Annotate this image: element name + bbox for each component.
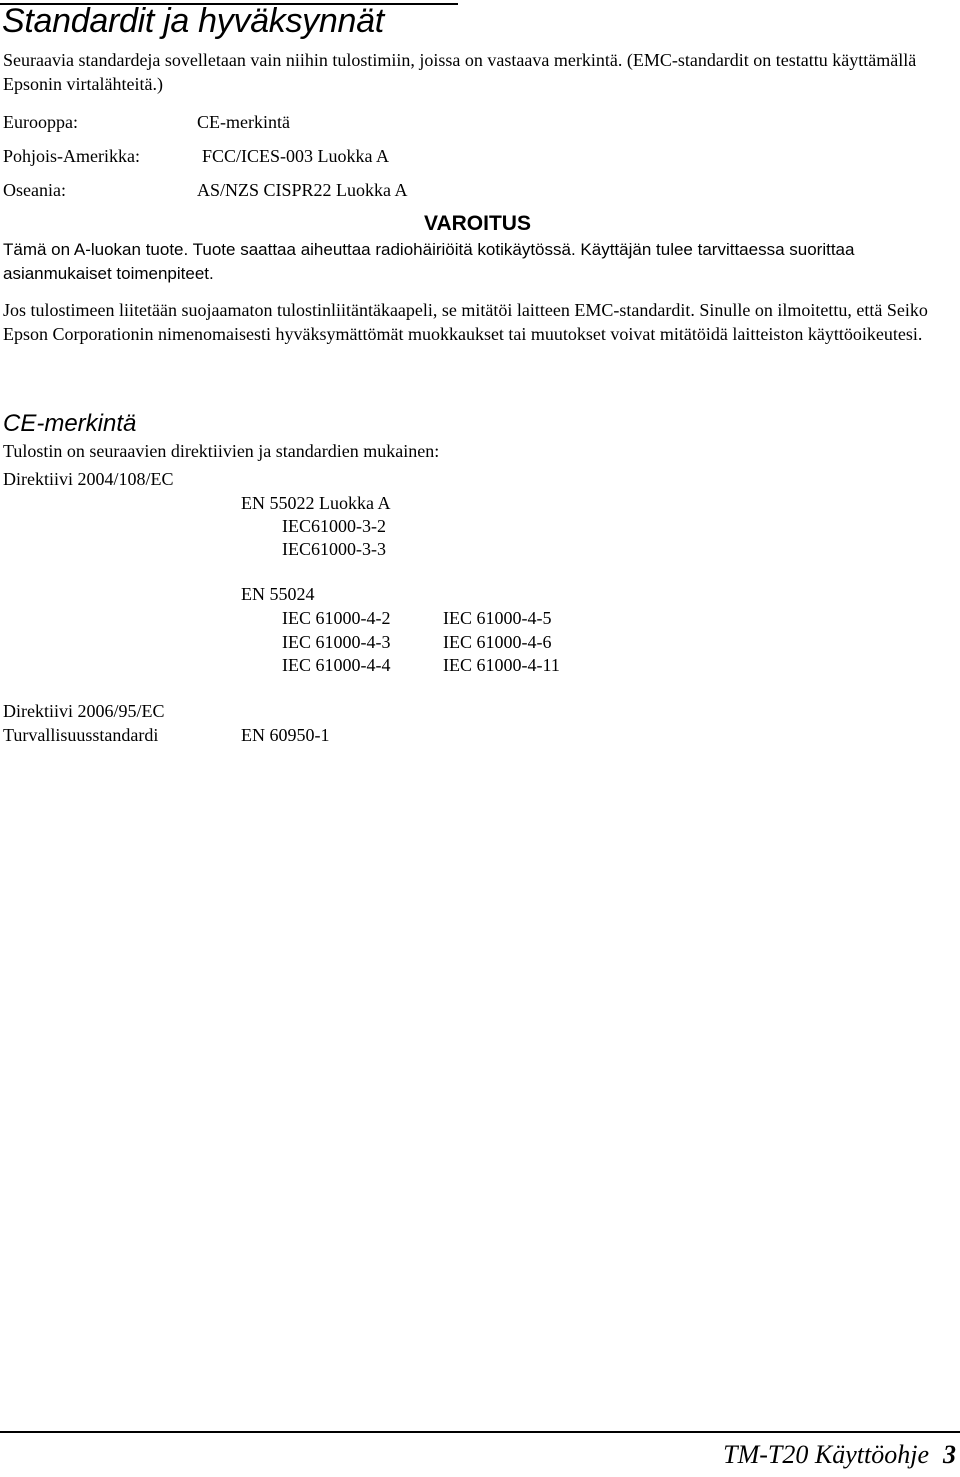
ce-heading: CE-merkintä [3,410,137,437]
iec-61000-3-2: IEC61000-3-2 [282,516,386,536]
page-title: Standardit ja hyväksynnät [2,2,384,40]
safety-standard-label: Turvallisuusstandardi [3,725,159,745]
en-55024: EN 55024 [241,584,315,604]
iec-61000-3-3: IEC61000-3-3 [282,539,386,559]
emc-paragraph: Jos tulostimeen liitetään suojaamaton tulostinliitäntäkaapeli, se mitätöi laitteen EMC-standardit. Sinulle on ilmoitettu, että Seiko Epson Corporationin nimenomaisesti hyväksymättömät muokkaukset tai muutokset voivat mitätöidä laitteiston käyttöoikeutesi. [3,300,928,344]
iec-left-3: IEC 61000-4-4 [282,655,391,675]
iec-left-1: IEC 61000-4-2 [282,608,391,628]
iec-right-1: IEC 61000-4-5 [443,608,552,628]
footer-rule [0,1431,960,1433]
warning-heading: VAROITUS [424,212,531,235]
iec-right-2: IEC 61000-4-6 [443,632,552,652]
region-europe-standard: CE-merkintä [197,112,290,132]
warning-text: Tämä on A-luokan tuote. Tuote saattaa aiheuttaa radiohäiriöitä kotikäytössä. Käyttäjän tulee tarvittaessa suorittaa asianmukaiset toimenpiteet. [3,240,855,283]
region-oceania-label: Oseania: [3,180,66,200]
directive-2004: Direktiivi 2004/108/EC [3,469,174,489]
page-number: 3 [943,1440,956,1469]
intro-paragraph: Seuraavia standardeja sovelletaan vain niihin tulostimiin, joissa on vastaava merkintä. (EMC-standardit on testattu käyttämällä Epsonin virtalähteitä.) [3,50,917,94]
page-footer [723,1440,956,1470]
en-55022: EN 55022 Luokka A [241,493,391,513]
iec-right-3: IEC 61000-4-11 [443,655,560,675]
safety-standard-value: EN 60950-1 [241,725,330,745]
region-north-america-standard: FCC/ICES-003 Luokka A [202,146,390,166]
iec-left-2: IEC 61000-4-3 [282,632,391,652]
region-europe-label: Eurooppa: [3,112,78,132]
region-oceania-standard: AS/NZS CISPR22 Luokka A [197,180,408,200]
region-north-america-label: Pohjois-Amerikka: [3,146,140,166]
ce-intro: Tulostin on seuraavien direktiivien ja standardien mukainen: [3,441,440,461]
footer-title: TM-T20 Käyttöohje [723,1440,929,1469]
directive-2006: Direktiivi 2006/95/EC [3,701,165,721]
